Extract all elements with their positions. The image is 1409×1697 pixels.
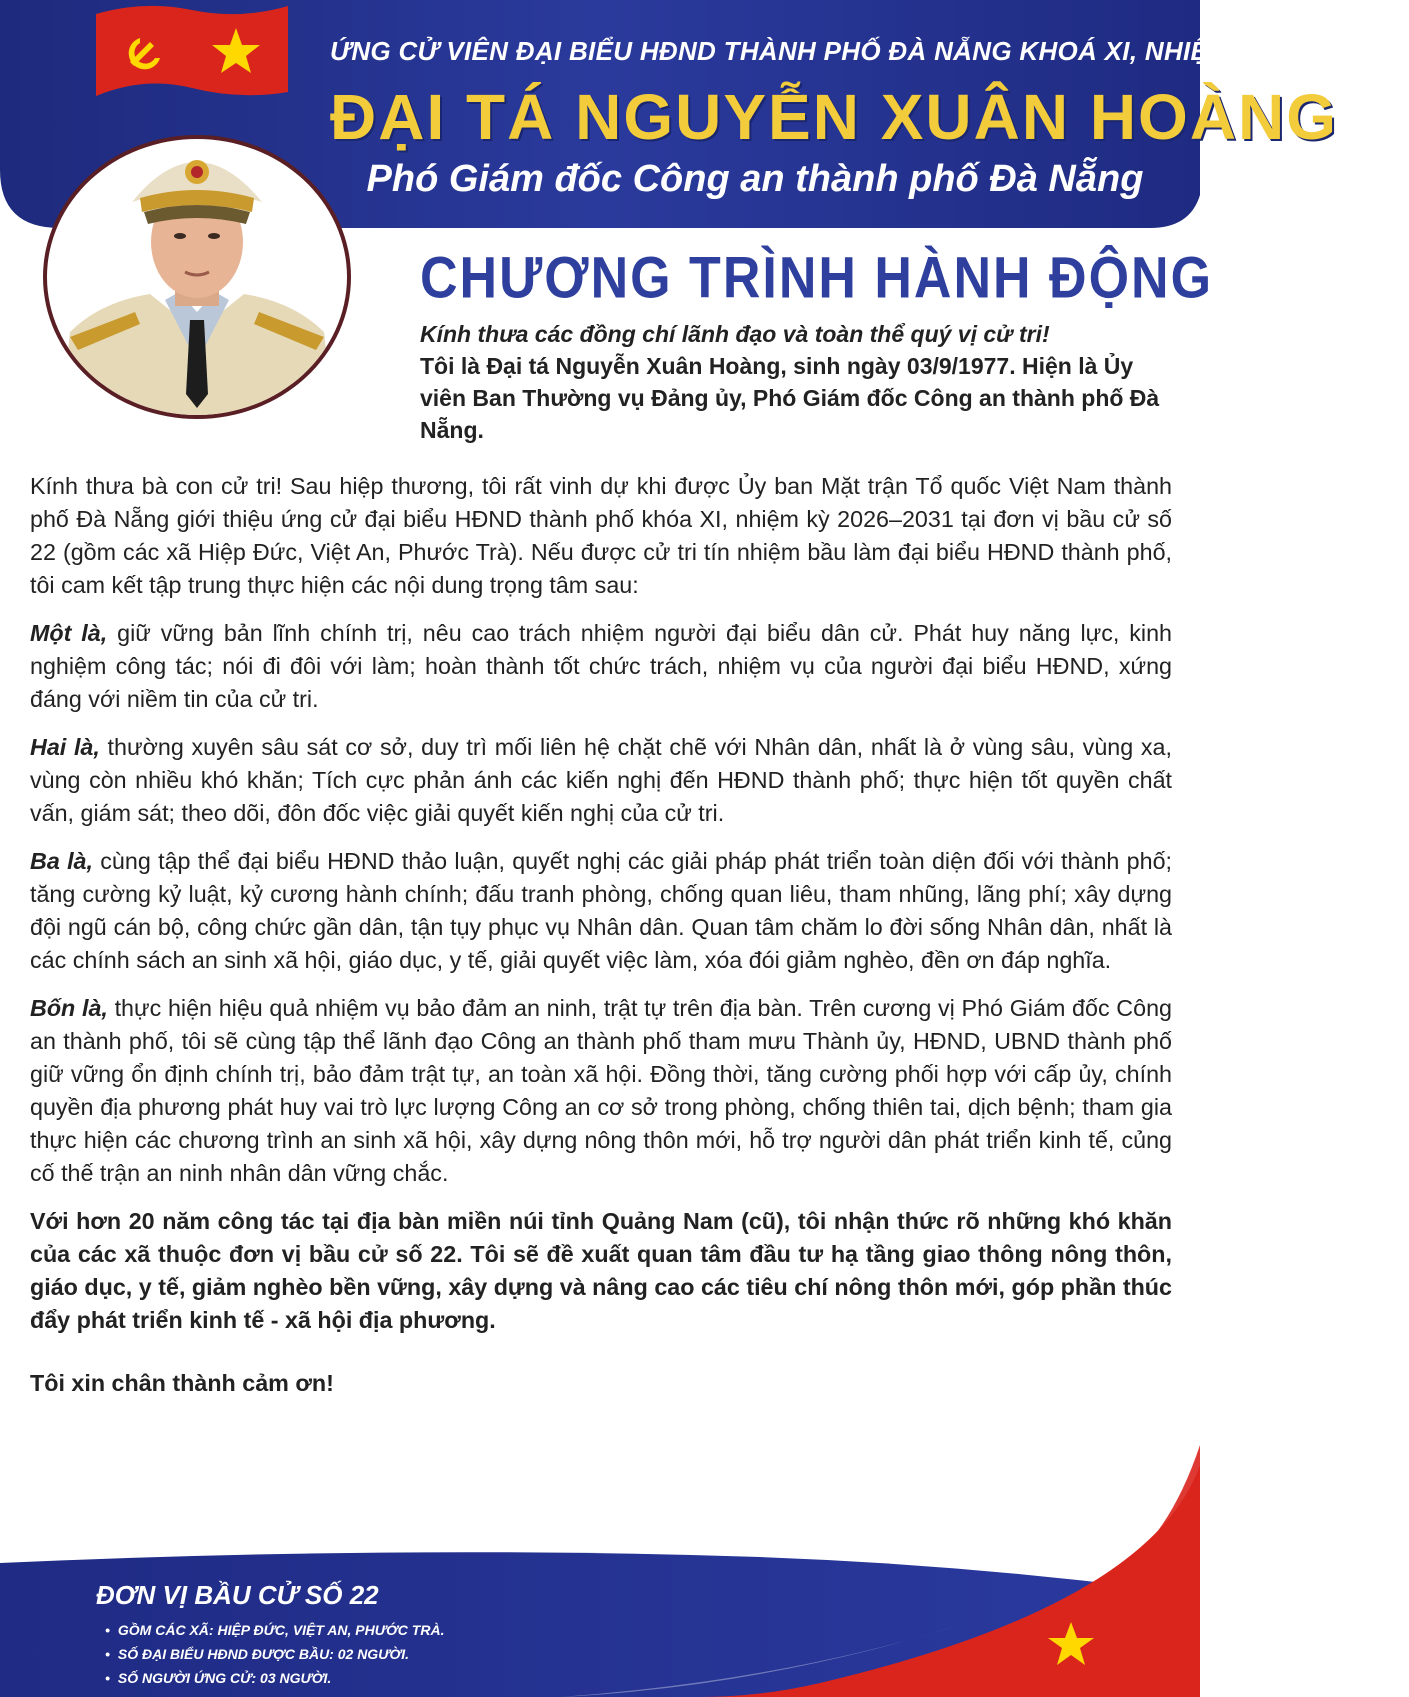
- footer-list: [105, 1618, 444, 1690]
- point-paragraph-2: [30, 731, 1172, 830]
- election-title: ỨNG CỬ VIÊN ĐẠI BIỂU HĐND THÀNH PHỐ ĐÀ NẴNG KHOÁ XI, NHIỆM KỲ 2026-2031: [330, 36, 1409, 66]
- footer-item: • SỐ ĐẠI BIỂU HĐND ĐƯỢC BẦU: 02 NGƯỜI.: [105, 1642, 444, 1666]
- body-content: [30, 470, 1172, 1415]
- footer-item: • GỒM CÁC XÃ: HIỆP ĐỨC, VIỆT AN, PHƯỚC TRÀ.: [105, 1618, 444, 1642]
- point-paragraph-4: [30, 992, 1172, 1190]
- candidate-position: Phó Giám đốc Công an thành phố Đà Nẵng: [366, 158, 1144, 200]
- intro-text: Tôi là Đại tá Nguyễn Xuân Hoàng, sinh ngày 03/9/1977. Hiện là Ủy viên Ban Thường vụ Đảng ủy, Phó Giám đốc Công an thành phố Đà Nẵng.: [420, 353, 1160, 443]
- point-lead: Ba là,: [30, 848, 93, 874]
- point-text: thường xuyên sâu sát cơ sở, duy trì mối liên hệ chặt chẽ với Nhân dân, nhất là ở vùng sâu, vùng xa, vùng còn nhiều khó khăn; Tích cực phản ánh các kiến nghị đến HĐND thành phố; thực hiện tốt quyền chất vấn, giám sát; theo dõi, đôn đốc việc giải quyết kiến nghị của cử tri.: [30, 734, 1172, 826]
- thanks-line: Tôi xin chân thành cảm ơn!: [30, 1370, 334, 1396]
- point-text: thực hiện hiệu quả nhiệm vụ bảo đảm an ninh, trật tự trên địa bàn. Trên cương vị Phó Giám đốc Công an thành phố, tôi sẽ cùng tập thể lãnh đạo Công an thành phố tham mưu Thành ủy, HĐND, UBND thành phố giữ vững ổn định chính trị, bảo đảm trật tự, an toàn xã hội. Đồng thời, tăng cường phối hợp với cấp ủy, chính quyền địa phương phát huy vai trò lực lượng Công an cơ sở trong phòng, chống thiên tai, dịch bệnh; tham gia thực hiện các chương trình an sinh xã hội, xây dựng nông thôn mới, hỗ trợ người dân phát triển kinh tế, củng cố thế trận an ninh nhân dân vững chắc.: [30, 995, 1172, 1186]
- point-text: giữ vững bản lĩnh chính trị, nêu cao trách nhiệm người đại biểu dân cử. Phát huy năng lực, kinh nghiệm công tác; nói đi đôi với làm; hoàn thành tốt chức trách, nhiệm vụ của người đại biểu HĐND, xứng đáng với niềm tin của cử tri.: [30, 620, 1172, 712]
- point-text: cùng tập thể đại biểu HĐND thảo luận, quyết nghị các giải pháp phát triển toàn diện đối với thành phố; tăng cường kỷ luật, kỷ cương hành chính; đấu tranh phòng, chống quan liêu, tham nhũng, lãng phí; xây dựng đội ngũ cán bộ, công chức gần dân, tận tụy phục vụ Nhân dân. Quan tâm chăm lo đời sống Nhân dân, nhất là các chính sách an sinh xã hội, giáo dục, y tế, giải quyết việc làm, xóa đói giảm nghèo, đền ơn đáp nghĩa.: [30, 848, 1172, 973]
- point-paragraph-1: [30, 617, 1172, 716]
- point-lead: Một là,: [30, 620, 108, 646]
- point-lead: Bốn là,: [30, 995, 108, 1021]
- footer-title: ĐƠN VỊ BẦU CỬ SỐ 22: [96, 1580, 379, 1610]
- closing-paragraph: Với hơn 20 năm công tác tại địa bàn miền núi tỉnh Quảng Nam (cũ), tôi nhận thức rõ những khó khăn của các xã thuộc đơn vị bầu cử số 22. Tôi sẽ đề xuất quan tâm đầu tư hạ tầng giao thông nông thôn, giáo dục, y tế, giảm nghèo bền vững, xây dựng và nâng cao các tiêu chí nông thôn mới, góp phần thúc đẩy phát triển kinh tế - xã hội địa phương.: [30, 1208, 1172, 1333]
- portrait-photo: [40, 132, 354, 422]
- point-paragraph-3: [30, 845, 1172, 977]
- opening-paragraph: Kính thưa bà con cử tri! Sau hiệp thương, tôi rất vinh dự khi được Ủy ban Mặt trận Tổ quốc Việt Nam thành phố Đà Nẵng giới thiệu ứng cử đại biểu HĐND thành phố khóa XI, nhiệm kỳ 2026–2031 tại đơn vị bầu cử số 22 (gồm các xã Hiệp Đức, Việt An, Phước Trà). Nếu được cử tri tín nhiệm bầu làm đại biểu HĐND thành phố, tôi cam kết tập trung thực hiện các nội dung trọng tâm sau:: [30, 473, 1172, 598]
- star-icon: [1046, 1620, 1096, 1668]
- point-lead: Hai là,: [30, 734, 100, 760]
- party-flag-icon: [96, 0, 288, 100]
- intro-block: [420, 318, 1170, 446]
- footer-item: • SỐ NGƯỜI ỨNG CỬ: 03 NGƯỜI.: [105, 1666, 444, 1690]
- intro-greeting: Kính thưa các đồng chí lãnh đạo và toàn thể quý vị cử tri!: [420, 321, 1050, 347]
- candidate-name: ĐẠI TÁ NGUYỄN XUÂN HOÀNG: [330, 81, 1339, 153]
- program-title: CHƯƠNG TRÌNH HÀNH ĐỘNG: [420, 246, 1214, 312]
